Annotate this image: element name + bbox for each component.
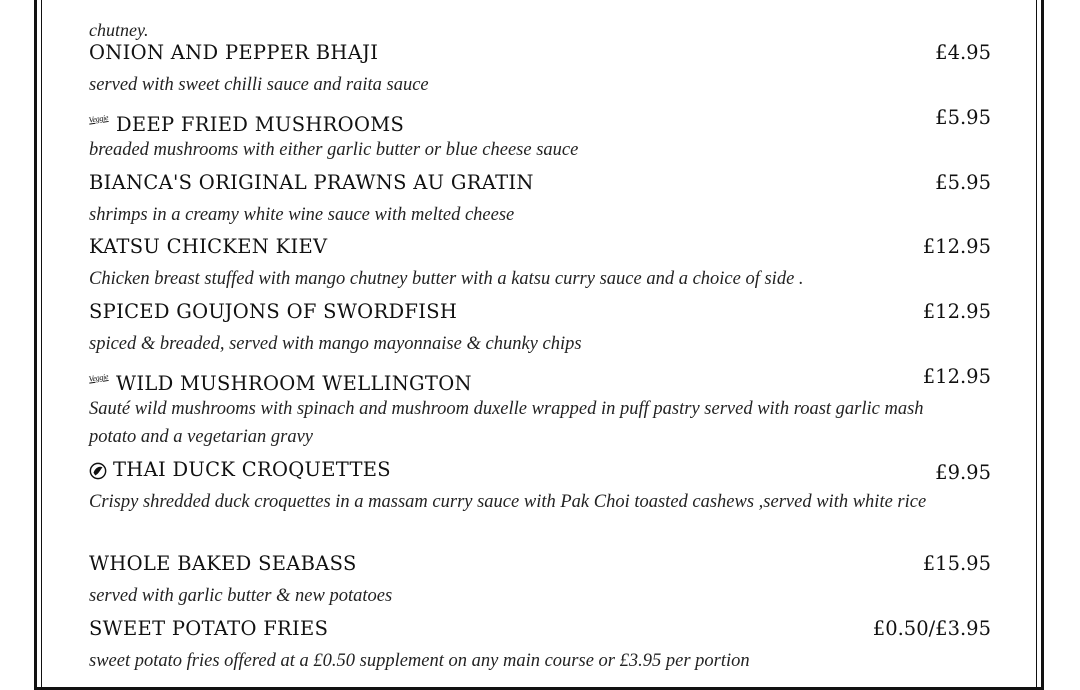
menu-item-name: SPICED GOUJONS OF SWORDFISH	[89, 300, 458, 323]
menu-item-description: Crispy shredded duck croquettes in a massam curry sauce with Pak Choi toasted cashews ,served with white rice	[89, 492, 927, 512]
menu-item-price: £12.95	[922, 300, 991, 323]
menu-item-price: £4.95	[935, 41, 991, 64]
menu-item-price: £12.95	[922, 235, 991, 258]
menu-item-name: ONION AND PEPPER BHAJI	[89, 41, 379, 64]
menu-item-description: served with sweet chilli sauce and raita sauce	[89, 75, 429, 95]
menu-item-price: £5.95	[935, 106, 991, 129]
chilli-icon	[89, 462, 107, 480]
menu-item-description: Chicken breast stuffed with mango chutney butter with a katsu curry sauce and a choice of side .	[89, 269, 804, 289]
previous-item-description	[89, 0, 148, 43]
menu-item-description: served with garlic butter & new potatoes	[89, 586, 393, 606]
menu-item-description: shrimps in a creamy white wine sauce with melted cheese	[89, 205, 515, 225]
menu-item-name: Veggie WILD MUSHROOM WELLINGTON	[88, 371, 472, 395]
menu-item-name: WHOLE BAKED SEABASS	[89, 552, 357, 575]
menu-item	[89, 365, 991, 451]
menu-item-price: £12.95	[922, 365, 991, 388]
menu-item-name: THAI DUCK CROQUETTES	[89, 458, 391, 481]
menu-item	[89, 458, 991, 516]
menu-item	[89, 552, 991, 610]
menu-item-price: £9.95	[935, 460, 991, 484]
menu-item-description: breaded mushrooms with either garlic butter or blue cheese sauce	[89, 140, 579, 160]
menu-item-description: sweet potato fries offered at a £0.50 supplement on any main course or £3.95 per portion	[89, 651, 750, 671]
menu-item	[89, 300, 991, 358]
menu-item-name: BIANCA'S ORIGINAL PRAWNS AU GRATIN	[89, 171, 534, 194]
veggie-icon: Veggie	[88, 372, 109, 384]
menu-item-name: Veggie DEEP FRIED MUSHROOMS	[88, 112, 405, 136]
menu-item	[89, 617, 991, 675]
menu-item	[89, 41, 991, 99]
menu-item	[89, 106, 991, 164]
menu-item	[89, 171, 991, 229]
menu-item-description: spiced & breaded, served with mango mayonnaise & chunky chips	[89, 334, 582, 354]
menu-item-price: £15.95	[922, 552, 991, 575]
menu-item-name: KATSU CHICKEN KIEV	[89, 235, 328, 258]
menu-item-description: Sauté wild mushrooms with spinach and mushroom duxelle wrapped in puff pastry served with roast garlic mash potato and a vegetarian gravy	[89, 399, 924, 447]
veggie-icon: Veggie	[88, 113, 109, 125]
menu-item-price: £5.95	[935, 171, 991, 194]
menu-item-name: SWEET POTATO FRIES	[89, 617, 329, 640]
previous-item-desc-text: chutney.	[89, 20, 149, 40]
menu-item	[89, 235, 991, 293]
menu-item-price: £0.50/£3.95	[872, 617, 991, 640]
